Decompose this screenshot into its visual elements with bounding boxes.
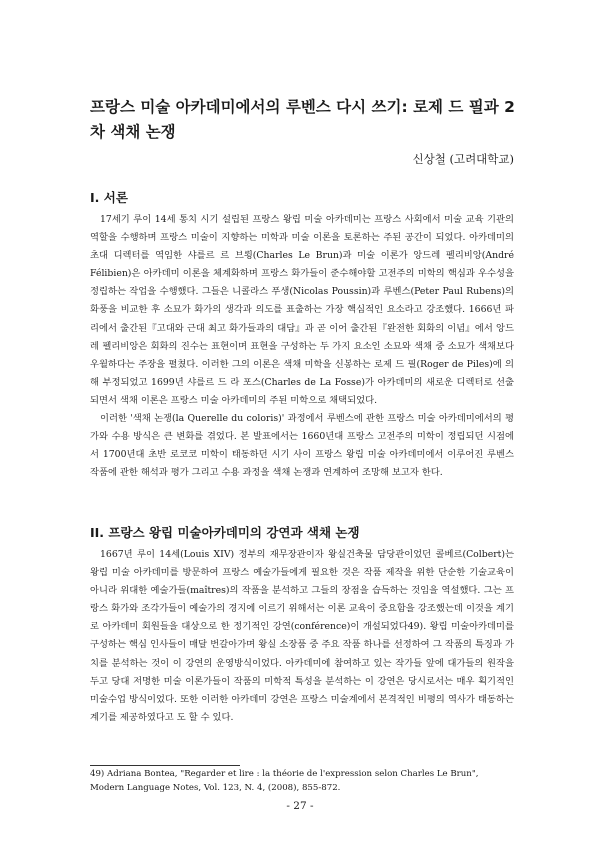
section-heading-academy-lectures: II. 프랑스 왕립 미술아카데미의 강연과 색채 논쟁 [90,525,360,540]
page-number: - 27 - [286,800,314,812]
footnote-divider [90,765,240,766]
section-heading-introduction: I. 서론 [90,190,128,205]
paragraph: 이러한 '색채 논쟁(la Querelle du coloris)' 과정에서 루벤스에 관한 프랑스 미술 아카데미에서의 평가와 수용 방식은 큰 변화를 겪었다. 본 발표에서는 1660년대 프랑스 고전주의 미학이 정립되던 시점에서 1700년대 초반 로코코 미학이 태동하던 시기 사이 프랑스 왕립 미술 아카데미에서 이루어진 루벤스 작품에 관한 해석과 평가 그리고 수용 과정을 색채 논쟁과 연계하여 조망해 보고자 한다. [90,413,514,479]
section-body-introduction [90,211,514,482]
paragraph: 1667년 루이 14세(Louis XIV) 정부의 재무장관이자 왕실건축물 담당관이었던 콜베르(Colbert)는 왕립 미술 아카데미를 방문하여 프랑스 예술가들에게 필요한 것은 작품 제작을 위한 단순한 기술교육이 아니라 위대한 예술가들(maîtres)의 작품을 분석하고 그들의 장점을 습득하는 것임을 역설했다. 그는 프랑스 화가와 조각가들이 예술가의 경지에 이르기 위해서는 이론 교육이 중요함을 강조했는데 이것을 계기로 아카데미 회원들을 대상으로 한 정기적인 강연(conférence)이 개설되었다49). 왕립 미술아카데미를 구성하는 핵심 인사들이 매달 번갈아가며 왕실 소장품 중 주요 작품 하나를 선정하여 그 작품의 특징과 가치를 분석하는 것이 이 강연의 운영방식이었다. 아카데미에 참여하고 있는 작가들 앞에 대가들의 원작을 두고 당대 저명한 미술 이론가들이 작품의 미학적 특성을 분석하는 이 강연은 당시로서는 매우 획기적인 미술수업 방식이었다. 또한 이러한 아카데미 강연은 프랑스 미술계에서 본격적인 비평의 역사가 태동하는 계기를 제공하였다고 도 할 수 있다. [90,549,514,723]
paper-title: 프랑스 미술 아카데미에서의 루벤스 다시 쓰기: 로제 드 필과 2차 색채 논쟁 [90,98,515,141]
paragraph: 17세기 루이 14세 통치 시기 설립된 프랑스 왕립 미술 아카데미는 프랑스 사회에서 미술 교육 기관의 역할을 수행하며 프랑스 미술이 지향하는 미학과 미술 이론을 토론하는 주된 공간이 되었다. 아카데미의 초대 디렉터를 역임한 샤를르 르 브룅(Charles Le Brun)과 미술 이론가 앙드레 펠리비앙(André Félibien)은 아카데미 이론을 체계화하며 프랑스 화가들이 준수해야할 고전주의 미학의 핵심과 우수성을 정립하는 작업을 수행했다. 그들은 니콜라스 푸생(Nicolas Poussin)과 루벤스(Peter Paul Rubens)의 화풍을 비교한 후 소묘가 화가의 생각과 의도를 표출하는 가장 핵심적인 요소라고 강조했다. 1666년 파리에서 출간된『고대와 근대 최고 화가들과의 대담』과 곧 이어 출간된『완전한 회화의 이념』에서 앙드레 펠리비앙은 회화의 진수는 표현이며 표현을 구성하는 두 가지 요소인 소묘와 색채 중 소묘가 색채보다 우월하다는 주장을 펼쳤다. 이러한 그의 이론은 색채 미학을 신봉하는 로제 드 필(Roger de Piles)에 의해 부정되었고 1699년 샤를르 드 라 포스(Charles de La Fosse)가 아카데미의 새로운 디렉터로 선출되면서 색채 이론은 프랑스 미술 아카데미의 주된 미학으로 채택되었다. [90,214,514,406]
footnote: 49) Adriana Bontea, "Regarder et lire : la théorie de l'expression selon Charles Le Brun", Modern Language Notes, Vol. 123, N. 4, (2008), 855-872. [90,769,479,793]
section-body-academy-lectures [90,546,514,727]
author-affiliation: 신상철 (고려대학교) [412,152,514,166]
